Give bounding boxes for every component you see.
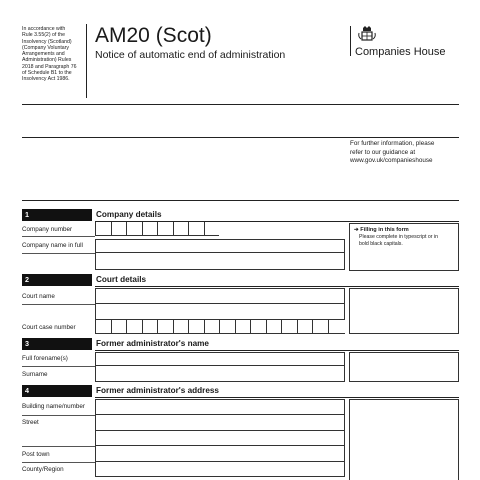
section-3-title: Former administrator's name (96, 339, 209, 348)
section-3-number: 3 (22, 338, 92, 350)
header-divider (86, 24, 87, 98)
county-label: County/Region (22, 466, 64, 473)
guidance-box (349, 223, 459, 271)
company-number-label: Company number (22, 226, 73, 233)
building-underline (22, 415, 95, 416)
address-side-box (349, 399, 459, 480)
guidance-title: Filling in this form (360, 227, 409, 233)
section-2-number: 2 (22, 274, 92, 286)
section-1-title: Company details (96, 210, 162, 219)
company-name-field[interactable] (95, 239, 345, 253)
street-underline (22, 446, 95, 447)
forenames-underline (22, 366, 95, 367)
court-side-box (349, 288, 459, 334)
county-field[interactable] (95, 462, 345, 477)
company-number-underline (22, 236, 95, 237)
post-town-underline (22, 462, 95, 463)
brand-divider (350, 26, 351, 56)
street-label: Street (22, 419, 39, 426)
section-4-rule (95, 397, 459, 398)
section-3-rule (95, 350, 459, 351)
section-4-title: Former administrator's address (96, 386, 219, 395)
street-field[interactable] (95, 415, 345, 431)
section-2-title: Court details (96, 275, 147, 284)
header-rule-1 (22, 104, 459, 105)
court-name-field-2[interactable] (95, 304, 345, 320)
company-name-label: Company name in full (22, 242, 83, 249)
building-field[interactable] (95, 399, 345, 415)
court-name-underline (22, 304, 95, 305)
forenames-field[interactable] (95, 352, 345, 366)
surname-label: Surname (22, 371, 48, 378)
name-side-box (349, 352, 459, 382)
header-rule-3 (22, 200, 459, 201)
header-rule-2 (22, 137, 459, 138)
section-1-number: 1 (22, 209, 92, 221)
post-town-field[interactable] (95, 446, 345, 462)
guidance-text: Please complete in typescript or in bold black capitals. (359, 234, 439, 247)
company-number-input[interactable] (95, 222, 219, 236)
court-case-number-input[interactable] (95, 320, 345, 334)
section-4-number: 4 (22, 385, 92, 397)
company-name-field-2[interactable] (95, 253, 345, 270)
form-code: AM20 (Scot) (95, 24, 212, 47)
form-title: Notice of automatic end of administration (95, 49, 286, 61)
company-name-underline (22, 253, 95, 254)
brand-name: Companies House (355, 46, 446, 58)
forenames-label: Full forename(s) (22, 355, 68, 362)
court-name-field[interactable] (95, 288, 345, 304)
further-info: For further information, please refer to our guidance at www.gov.uk/companieshouse (350, 140, 435, 164)
arrow-right-icon: ➔ (354, 227, 359, 233)
surname-field[interactable] (95, 366, 345, 382)
legal-note: In accordance with Rule 3.55(2) of the Insolvency (Scotland) (Company Voluntary Arrangements and Administration) Rules 2018 and Paragraph 76 of Schedule B1 to the Insolvency Act 1986. (22, 26, 77, 83)
court-case-number-label: Court case number (22, 324, 76, 331)
court-name-label: Court name (22, 293, 55, 300)
post-town-label: Post town (22, 451, 50, 458)
section-2-rule (95, 286, 459, 287)
crest-icon (357, 25, 377, 43)
building-label: Building name/number (22, 403, 86, 410)
street-field-2[interactable] (95, 431, 345, 446)
